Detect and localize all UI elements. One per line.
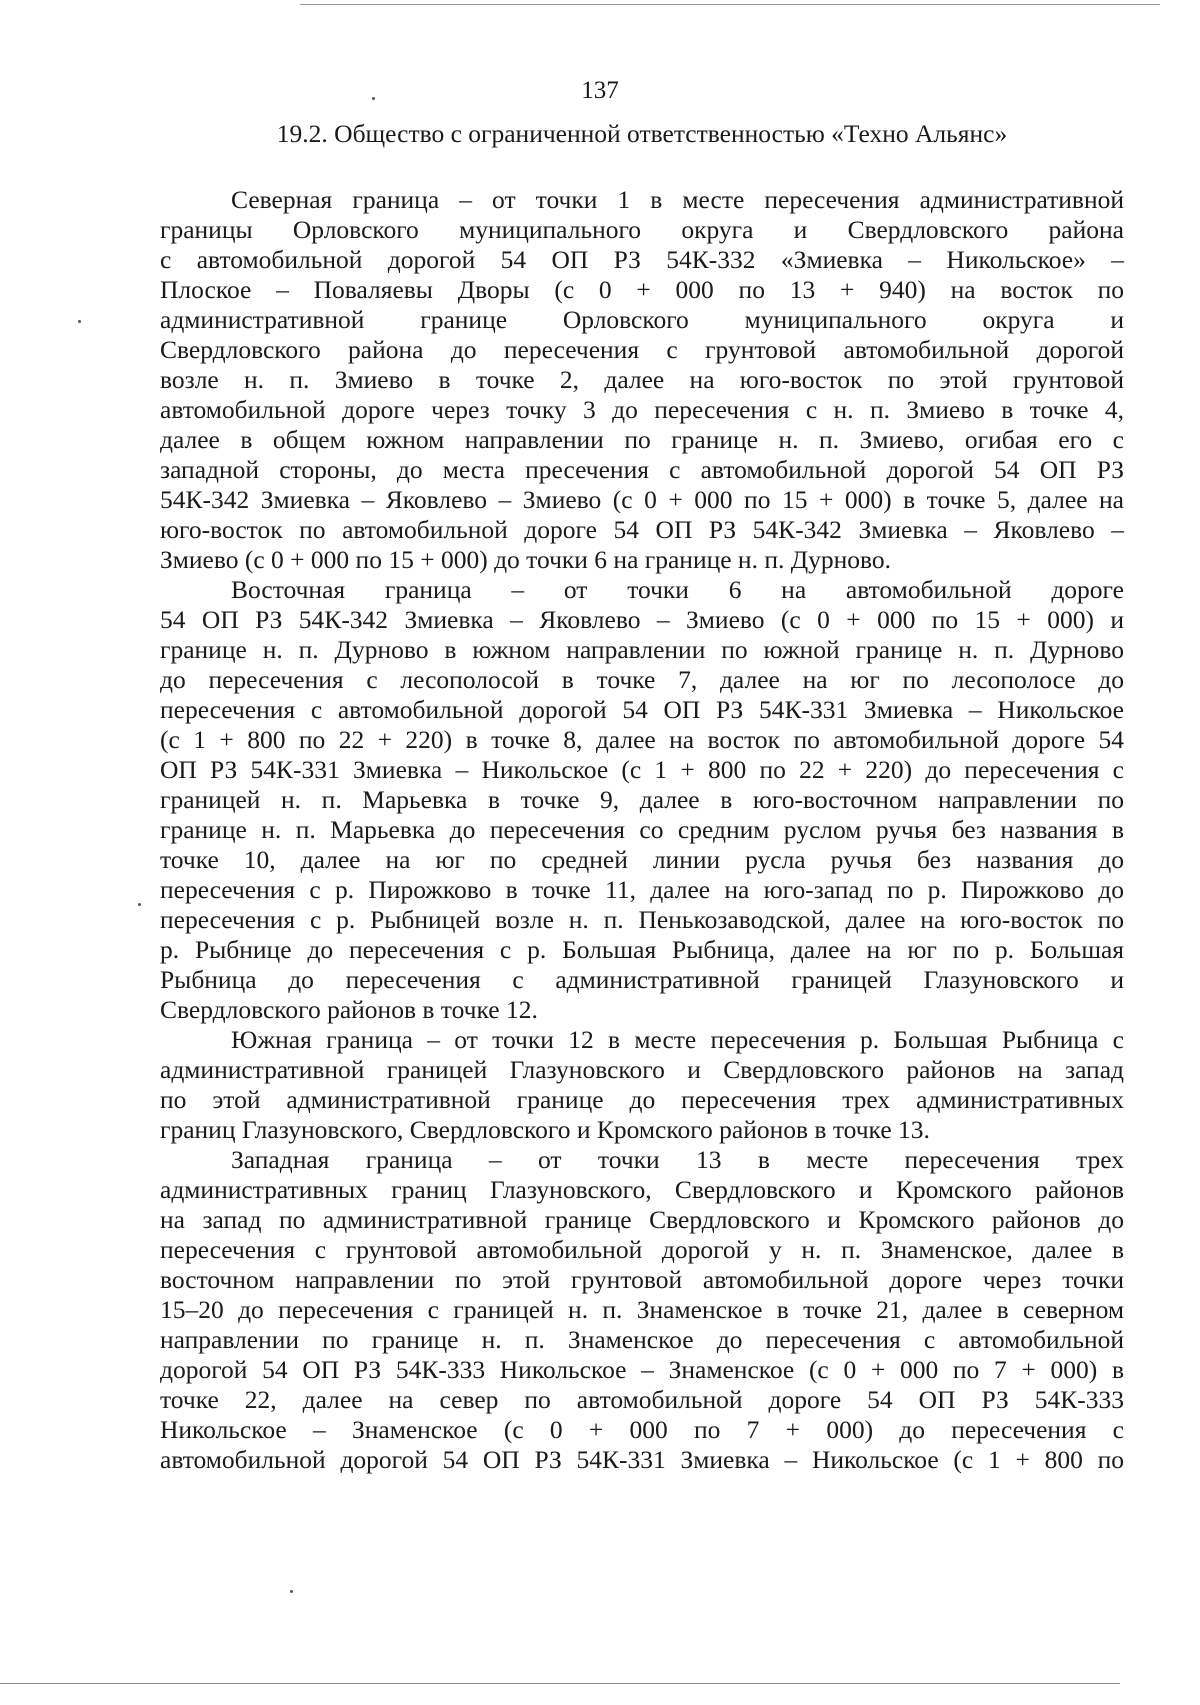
document-body — [160, 185, 1124, 1475]
text-line: западной стороны, до места пресечения с автомобильной дорогой 54 ОП РЗ — [160, 455, 1124, 484]
text-line: возле н. п. Змиево в точке 2, далее на юго-восток по этой грунтовой — [160, 365, 1124, 394]
text-line: р. Рыбнице до пересечения с р. Большая Рыбница, далее на юг по р. Большая — [160, 935, 1124, 964]
scan-speck — [138, 903, 141, 906]
text-line: административной границе Орловского муниципального округа и — [160, 305, 1124, 334]
text-line: точке 10, далее на юг по средней линии русла ручья без названия до — [160, 845, 1124, 874]
text-line: границе н. п. Марьевка до пересечения со средним руслом ручья без названия в — [160, 815, 1124, 844]
text-line: Свердловского районов в точке 12. — [160, 995, 538, 1024]
text-line: 54 ОП РЗ 54К-342 Змиевка – Яковлево – Змиево (с 0 + 000 по 15 + 000) и — [160, 605, 1124, 634]
text-line: 54К-342 Змиевка – Яковлево – Змиево (с 0 + 000 по 15 + 000) в точке 5, далее на — [160, 485, 1124, 514]
text-line: пересечения с автомобильной дорогой 54 ОП РЗ 54К-331 Змиевка – Никольское — [160, 695, 1124, 724]
text-line: Свердловского района до пересечения с грунтовой автомобильной дорогой — [160, 335, 1124, 364]
text-line: юго-восток по автомобильной дороге 54 ОП РЗ 54К-342 Змиевка – Яковлево – — [160, 515, 1124, 544]
text-line: границы Орловского муниципального округа и Свердловского района — [160, 215, 1124, 244]
text-line: автомобильной дороге через точку 3 до пересечения с н. п. Змиево в точке 4, — [160, 395, 1124, 424]
text-line: на запад по административной границе Свердловского и Кромского районов до — [160, 1205, 1124, 1234]
text-line: Рыбница до пересечения с административной границей Глазуновского и — [160, 965, 1124, 994]
text-line: Восточная граница – от точки 6 на автомобильной дороге — [231, 575, 1124, 604]
text-line: Северная граница – от точки 1 в месте пересечения административной — [231, 185, 1124, 214]
text-line: по этой административной границе до пересечения трех административных — [160, 1085, 1124, 1114]
text-line: ОП РЗ 54К-331 Змиевка – Никольское (с 1 + 800 по 22 + 220) до пересечения с — [160, 755, 1124, 784]
text-line: дорогой 54 ОП РЗ 54К-333 Никольское – Знаменское (с 0 + 000 по 7 + 000) в — [160, 1355, 1124, 1384]
text-line: 15–20 до пересечения с границей н. п. Знаменское в точке 21, далее в северном — [160, 1295, 1124, 1324]
text-line: точке 22, далее на север по автомобильной дороге 54 ОП РЗ 54К-333 — [160, 1385, 1124, 1414]
scan-edge-line — [0, 1683, 1120, 1684]
text-line: восточном направлении по этой грунтовой автомобильной дороге через точки — [160, 1265, 1124, 1294]
scan-speck — [290, 1590, 293, 1593]
scan-speck — [78, 320, 81, 323]
text-line: до пересечения с лесополосой в точке 7, далее на юг по лесополосе до — [160, 665, 1124, 694]
text-line: Змиево (с 0 + 000 по 15 + 000) до точки 6 на границе н. п. Дурново. — [160, 545, 892, 574]
text-line: Плоское – Поваляевы Дворы (с 0 + 000 по 13 + 940) на восток по — [160, 275, 1124, 304]
text-line: границей н. п. Марьевка в точке 9, далее в юго-восточном направлении по — [160, 785, 1124, 814]
text-line: границе н. п. Дурново в южном направлении по южной границе н. п. Дурново — [160, 635, 1124, 664]
text-line: административных границ Глазуновского, Свердловского и Кромского районов — [160, 1175, 1124, 1204]
text-line: Западная граница – от точки 13 в месте пересечения трех — [231, 1145, 1124, 1174]
text-line: направлении по границе н. п. Знаменское до пересечения с автомобильной — [160, 1325, 1124, 1354]
text-line: автомобильной дорогой 54 ОП РЗ 54К-331 Змиевка – Никольское (с 1 + 800 по — [160, 1445, 1124, 1474]
section-heading: 19.2. Общество с ограниченной ответственностью «Техно Альянс» — [276, 119, 1008, 148]
text-line: пересечения с р. Пирожково в точке 11, далее на юго-запад по р. Пирожково до — [160, 875, 1124, 904]
text-line: пересечения с грунтовой автомобильной дорогой у н. п. Знаменское, далее в — [160, 1235, 1124, 1264]
text-line: Южная граница – от точки 12 в месте пересечения р. Большая Рыбница с — [231, 1025, 1124, 1054]
text-line: с автомобильной дорогой 54 ОП РЗ 54К-332 «Змиевка – Никольское» – — [160, 245, 1124, 274]
text-line: границ Глазуновского, Свердловского и Кромского районов в точке 13. — [160, 1115, 930, 1144]
text-line: административной границей Глазуновского и Свердловского районов на запад — [160, 1055, 1124, 1084]
text-line: (с 1 + 800 по 22 + 220) в точке 8, далее на восток по автомобильной дороге 54 — [160, 725, 1124, 754]
text-line: Никольское – Знаменское (с 0 + 000 по 7 + 000) до пересечения с — [160, 1415, 1124, 1444]
text-line: пересечения с р. Рыбницей возле н. п. Пенькозаводской, далее на юго-восток по — [160, 905, 1124, 934]
page-number: 137 — [581, 77, 619, 104]
text-line: далее в общем южном направлении по границе н. п. Змиево, огибая его с — [160, 425, 1124, 454]
scan-edge-line — [300, 4, 1160, 5]
